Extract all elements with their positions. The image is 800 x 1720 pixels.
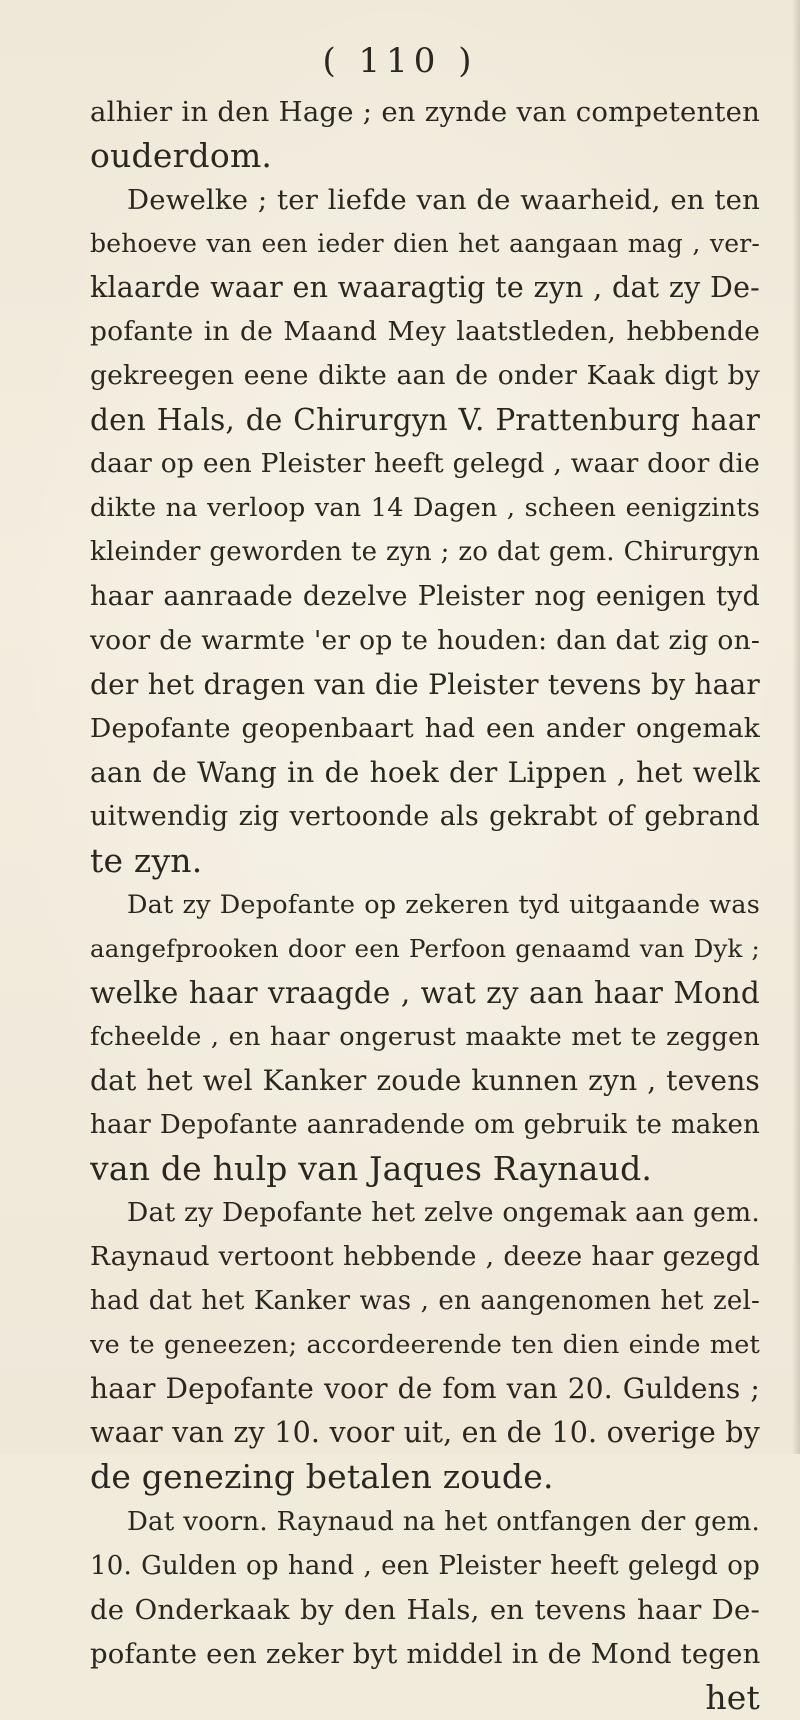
text-line: dat het wel Kanker zoude kunnen zyn , tevens — [90, 1064, 760, 1098]
text-line: van de hulp van Jaques Raynaud. — [90, 1149, 653, 1189]
text-line: voor de warmte 'er op te houden: dan dat zig on- — [90, 624, 760, 656]
text-line: 10. Gulden op hand , een Pleister heeft gelegd op — [90, 1550, 760, 1581]
text-line: den Hals, de Chirurgyn V. Prattenburg haar — [90, 403, 760, 438]
text-line: daar op een Pleister heeft gelegd , waar door die — [90, 448, 760, 480]
text-line: uitwendig zig vertoonde als gekrabt of gebrand — [90, 800, 760, 832]
text-line: Dewelke ; ter liefde van de waarheid, en ten — [127, 184, 760, 217]
text-line: had dat het Kanker was , en aangenomen het zel- — [90, 1286, 760, 1317]
body-text — [90, 90, 760, 1720]
text-line: pofante in de Maand Mey laatstleden, hebbende — [90, 316, 760, 348]
text-line: de Onderkaak by den Hals, en tevens haar De- — [90, 1593, 760, 1626]
text-line: behoeve van een ieder dien het aangaan mag , ver- — [90, 229, 760, 259]
text-line: der het dragen van die Pleister tevens by haar — [90, 667, 760, 701]
text-line: de genezing betalen zoude. — [90, 1457, 554, 1497]
text-line: welke haar vraagde , wat zy aan haar Mond — [90, 975, 760, 1010]
text-line: kleinder geworden te zyn ; zo dat gem. Chirurgyn — [90, 537, 760, 568]
text-line: te zyn. — [90, 840, 203, 880]
text-line: haar Depofante aanradende om gebruik te maken — [90, 1110, 760, 1141]
page-number: ( 110 ) — [322, 41, 478, 81]
text-line: waar van zy 10. voor uit, en de 10. overige by — [90, 1416, 760, 1450]
text-line: Dat zy Depofante op zekeren tyd uitgaande was — [127, 889, 760, 920]
text-line: Dat zy Depofante het zelve ongemak aan gem. — [127, 1197, 760, 1229]
text-line: het — [705, 1677, 760, 1717]
text-line: Dat voorn. Raynaud na het ontfangen der gem. — [127, 1506, 760, 1537]
text-line: Raynaud vertoont hebbende , deeze haar gezegd — [90, 1241, 760, 1273]
text-line: Depofante geopenbaart had een ander ongemak — [90, 712, 760, 744]
text-line: aan de Wang in de hoek der Lippen , het welk — [90, 755, 760, 789]
text-line: haar aanraade dezelve Pleister nog eenigen tyd — [90, 580, 760, 612]
text-line: pofante een zeker byt middel in de Mond tegen — [90, 1637, 760, 1670]
text-line: alhier in den Hage ; en zynde van competenten — [90, 96, 760, 128]
text-line: klaarde waar en waaragtig te zyn , dat zy De- — [90, 271, 760, 305]
text-line: aangefprooken door een Perfoon genaamd van Dyk ; — [90, 933, 760, 963]
page-edge-shadow — [792, 0, 800, 1454]
text-line: fcheelde , en haar ongerust maakte met te zeggen — [90, 1021, 760, 1052]
text-line: haar Depofante voor de fom van 20. Guldens ; — [90, 1372, 760, 1406]
text-line: ouderdom. — [90, 136, 273, 176]
text-line: dikte na verloop van 14 Dagen , scheen eenigzints — [90, 493, 760, 524]
text-line: gekreegen eene dikte aan de onder Kaak digt by — [90, 360, 760, 392]
text-line: ve te geneezen; accordeerende ten dien einde met — [90, 1330, 760, 1361]
